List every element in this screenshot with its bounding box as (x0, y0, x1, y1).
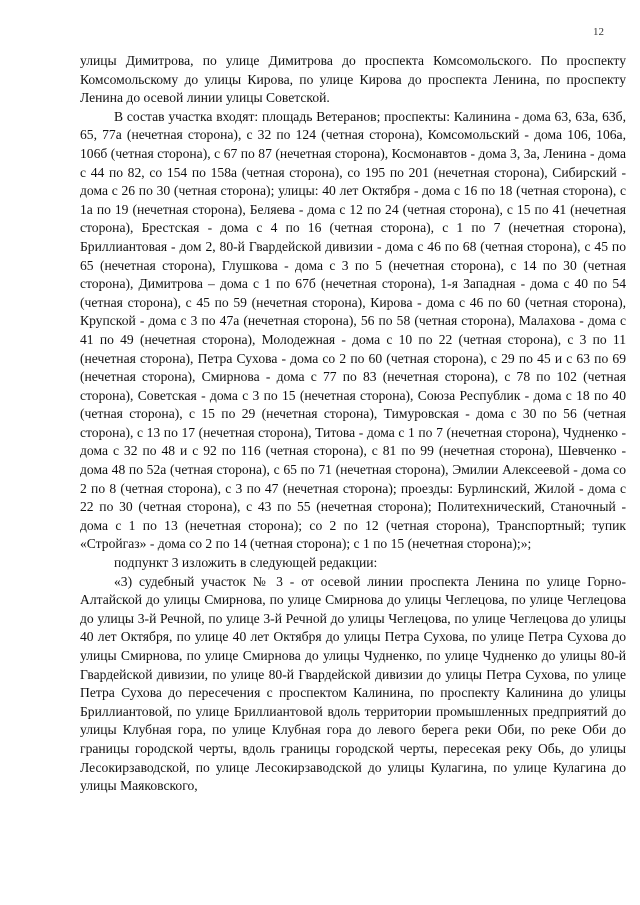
paragraph-district-composition: В состав участка входят: площадь Ветеранов; проспекты: Калинина - дома 63, 63а, 63б, 65, 77а (нечетная сторона), с 32 по 124 (четная сторона), Комсомольский - дома 106, 106а, 106б (четная сторона), с 67 по 87 (нечетная сторона), Космонавтов - дома 3, 3а, Ленина - дома с 44 по 82, со 154 по 158а (четная сторона), со 195 по 201 (нечетная сторона), Сибирский - дома с 26 по 30 (четная сторона); улицы: 40 лет Октября - дома с 16 по 18 (четная сторона), с 1а по 19 (нечетная сторона), Беляева - дома с 12 по 24 (четная сторона), с 15 по 41 (нечетная сторона), Брестская - дома с 4 по 16 (четная сторона), с 1 по 7 (нечетная сторона), Бриллиантовая - дом 2, 80-й Гвардейской дивизии - дома с 46 по 68 (четная сторона), с 45 по 65 (нечетная сторона), Глушкова - дома с 3 по 5 (нечетная сторона), с 14 по 30 (четная сторона), Димитрова – дома с 1 по 67б (нечетная сторона), 1-я Западная - дома с 40 по 54 (четная сторона), с 45 по 59 (нечетная сторона), Кирова - дома с 46 по 60 (четная сторона), Крупской - дома с 3 по 47а (нечетная сторона), 56 по 58 (четная сторона), Малахова - дома с 41 по 49 (нечетная сторона), Молодежная - дома с 10 по 22 (четная сторона), с 3 по 11 (нечетная сторона), Петра Сухова - дома со 2 по 60 (четная сторона), с 29 по 45 и с 63 по 69 (нечетная сторона), Смирнова - дома с 77 по 83 (нечетная сторона), с 78 по 102 (четная сторона), Советская - дома с 3 по 15 (нечетная сторона), Союза Республик - дома с 18 по 40 (четная сторона), с 15 по 29 (нечетная сторона), Тимуровская - дома с 30 по 56 (четная сторона), с 13 по 17 (нечетная сторона), Титова - дома с 1 по 7 (нечетная сторона), Чудненко - дома с 32 по 48 и с 92 по 116 (четная сторона), с 81 по 99 (нечетная сторона), Шевченко - дома 48 по 52а (четная сторона), с 65 по 71 (нечетная сторона), Эмилии Алексеевой - дома со 2 по 8 (четная сторона), с 3 по 47 (нечетная сторона); проезды: Бурлинский, Жилой - дома с 22 по 30 (четная сторона), с 43 по 55 (нечетная сторона); Политехнический, Станочный - дома с 1 по 13 (нечетная сторона); со 2 по 12 (четная сторона), Транспортный; тупик «Стройгаз» - дома со 2 по 14 (четная сторона); с 1 по 15 (нечетная сторона);»; (80, 108, 626, 552)
page-number: 12 (593, 26, 604, 38)
paragraph-subclause-heading: подпункт 3 изложить в следующей редакции: (114, 555, 378, 571)
document-body (80, 52, 626, 796)
paragraph-court-district-3: «3) судебный участок № 3 - от осевой линии проспекта Ленина по улице Горно-Алтайской до улицы Смирнова, по улице Смирнова до улицы Чеглецова, по улице Чеглецова до улицы 3-й Речной, по улице 3-й Речной до улицы Чеглецова, по улице Чеглецова до улицы 40 лет Октября, по улице 40 лет Октября до улицы Петра Сухова, по улице Петра Сухова до улицы Смирнова, по улице Смирнова до улицы Чудненко, по улице Чудненко до улицы 80-й Гвардейской дивизии, по улице 80-й Гвардейской дивизии до улицы Петра Сухова, по улице Петра Сухова до пересечения с проспектом Калинина, по проспекту Калинина до улицы Бриллиантовой, по улице Бриллиантовой вдоль территории промышленных предприятий до улицы Клубная гора, по улице Клубная гора до левого берега реки Оби, по реке Оби до границы городской черты, вдоль границы городской черты, пересекая реку Обь, до улицы Лесокирзаводской, по улице Лесокирзаводской до улицы Кулагина, по улице Кулагина до улицы Маяковского, (80, 573, 626, 794)
paragraph-continuation: улицы Димитрова, по улице Димитрова до проспекта Комсомольского. По проспекту Комсомольскому до улицы Кирова, по улице Кирова до проспекта Ленина, по проспекту Ленина до осевой линии улицы Советской. (80, 53, 626, 106)
